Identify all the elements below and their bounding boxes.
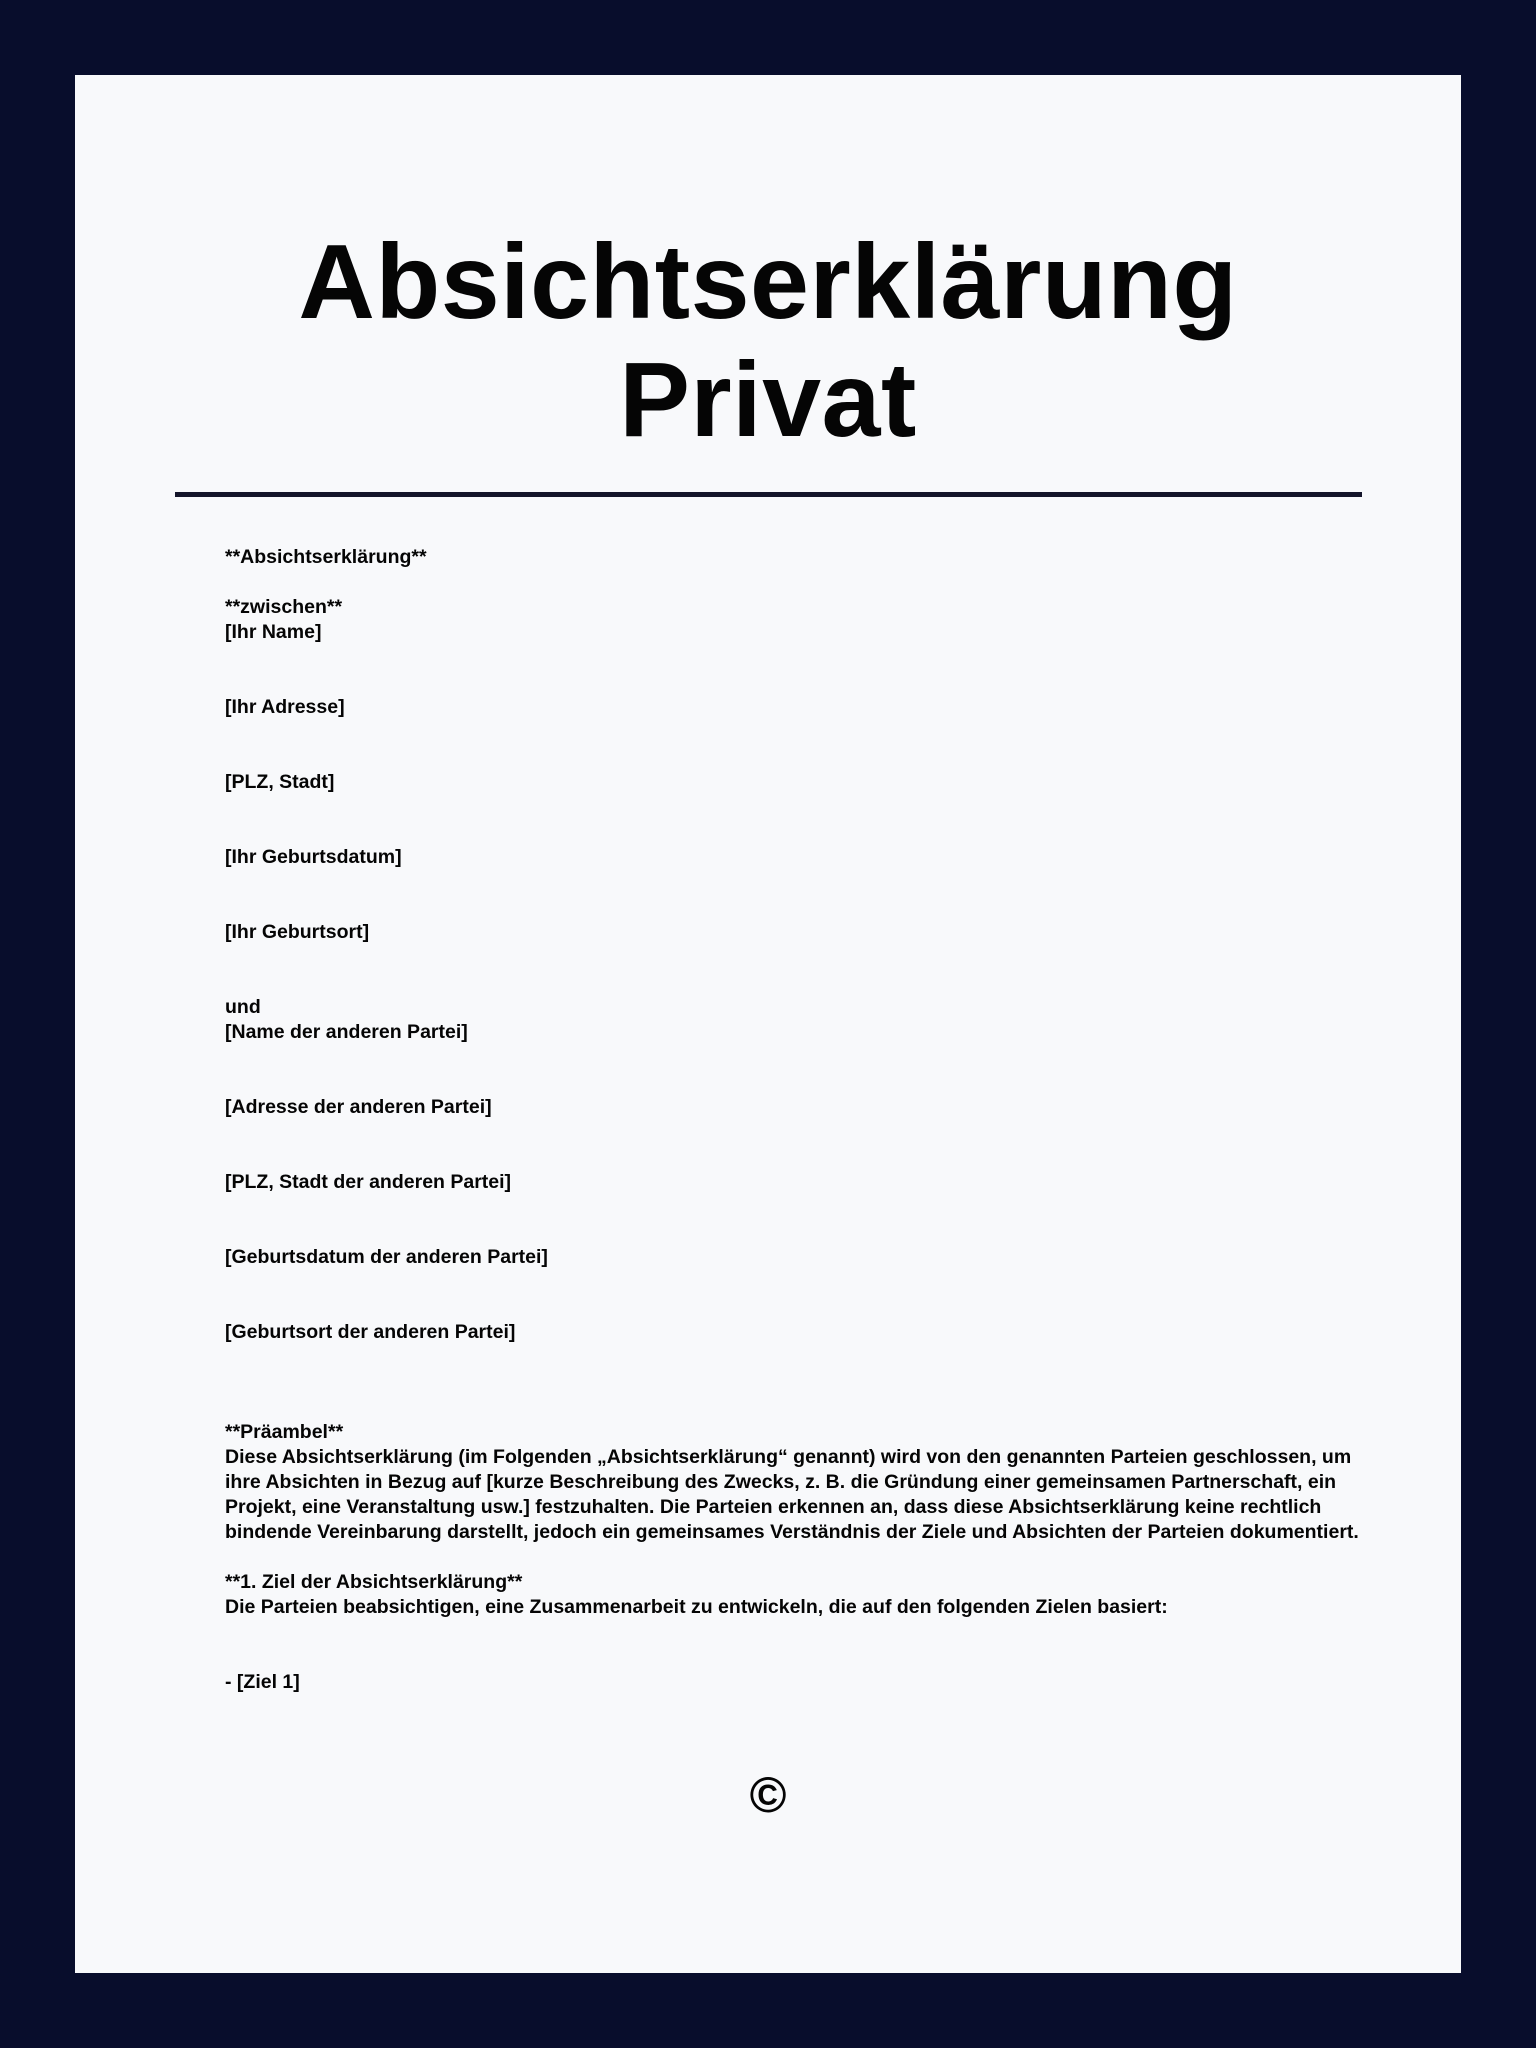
party1-birthdate: [Ihr Geburtsdatum] bbox=[225, 846, 402, 868]
title-line-1: Absichtserklärung bbox=[298, 223, 1238, 341]
document-page bbox=[75, 75, 1461, 1973]
preamble-text: Diese Absichtserklärung (im Folgenden „Absichtserklärung“ genannt) wird von den genannten Parteien geschlossen, um ihre Absichten in Bezug auf [kurze Beschreibung des Zwecks, z. B. die Gründung einer gemeinsamen Partnerschaft, ein Projekt, eine Veranstaltung usw.] festzuhalten. Die Parteien erkennen an, dass diese Absichtserklärung keine rechtlich bindende Vereinbarung darstellt, jedoch ein gemeinsames Verständnis der Ziele und Absichten der Parteien dokumentiert. bbox=[225, 1446, 1359, 1543]
title-divider bbox=[175, 492, 1362, 497]
party2-address: [Adresse der anderen Partei] bbox=[225, 1096, 492, 1118]
title-line-2: Privat bbox=[619, 341, 917, 459]
party1-address: [Ihr Adresse] bbox=[225, 696, 345, 718]
preamble-heading: **Präambel** bbox=[225, 1421, 344, 1443]
party2-birthplace: [Geburtsort der anderen Partei] bbox=[225, 1321, 516, 1343]
party1-city: [PLZ, Stadt] bbox=[225, 771, 335, 793]
document-body bbox=[225, 545, 1365, 1695]
goal-1: - [Ziel 1] bbox=[225, 1671, 300, 1693]
section1-text: Die Parteien beabsichtigen, eine Zusammenarbeit zu entwickeln, die auf den folgenden Zielen basiert: bbox=[225, 1596, 1168, 1618]
copyright-icon: © bbox=[749, 1767, 787, 1823]
party2-birthdate: [Geburtsdatum der anderen Partei] bbox=[225, 1246, 548, 1268]
section1-heading: **1. Ziel der Absichtserklärung** bbox=[225, 1571, 523, 1593]
party1-name: [Ihr Name] bbox=[225, 621, 322, 643]
document-title bbox=[75, 223, 1461, 459]
party2-city: [PLZ, Stadt der anderen Partei] bbox=[225, 1171, 512, 1193]
and-label: und bbox=[225, 996, 261, 1018]
document-heading: **Absichtserklärung** bbox=[225, 546, 427, 568]
party2-name: [Name der anderen Partei] bbox=[225, 1021, 468, 1043]
party1-birthplace: [Ihr Geburtsort] bbox=[225, 921, 370, 943]
between-label: **zwischen** bbox=[225, 596, 343, 618]
